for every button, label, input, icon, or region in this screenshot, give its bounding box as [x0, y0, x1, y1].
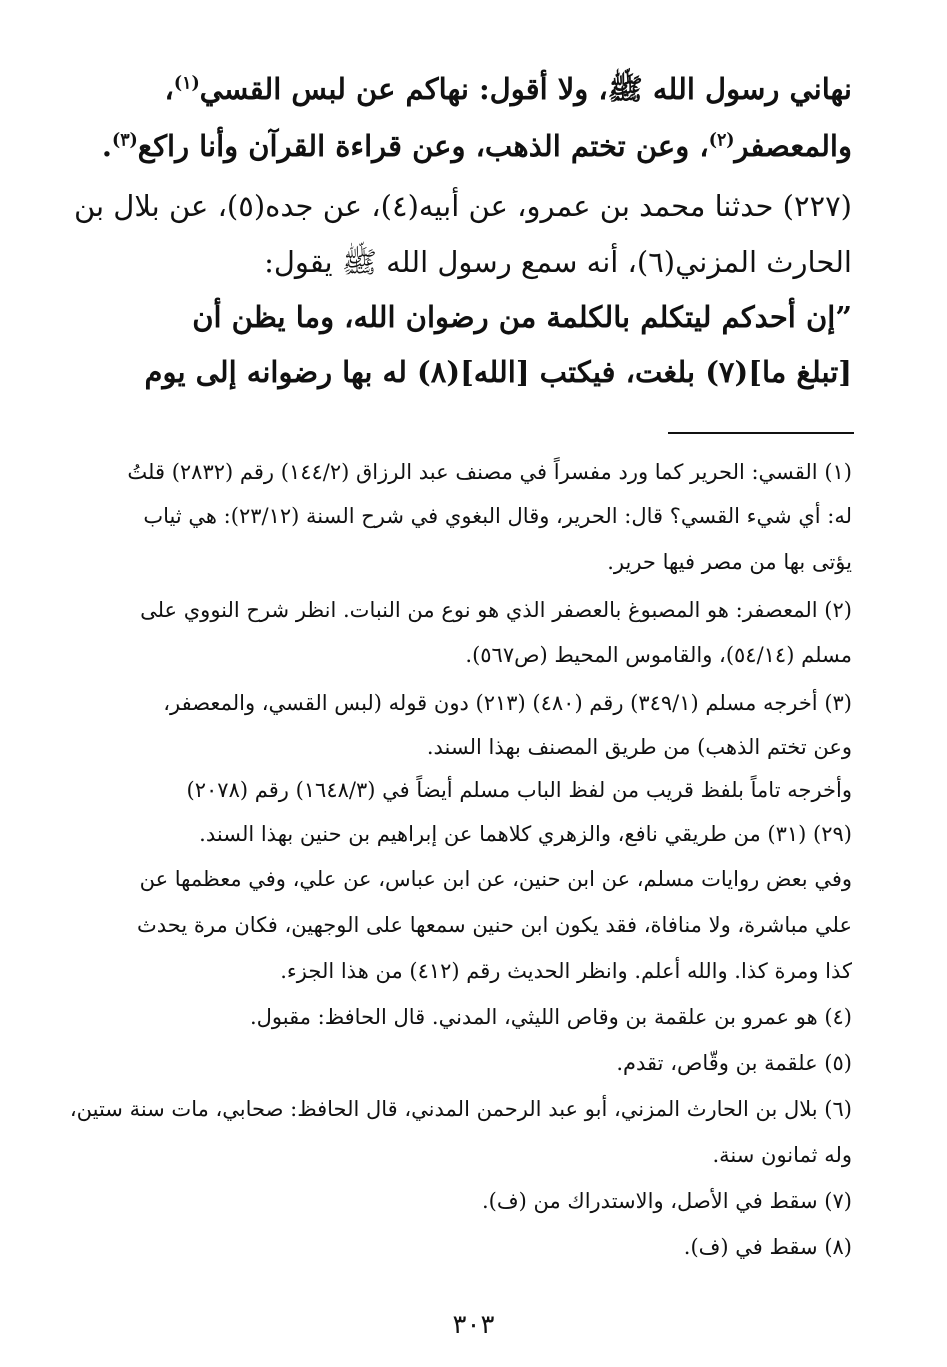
main-text-line-3: (٢٢٧) حدثنا محمد بن عمرو، عن أبيه(٤)، عن جده(٥)، عن بلال بن: [73, 189, 852, 223]
main-text-line-6: [تبلغ ما](٧) بلغت، فيكتب [الله](٨) له بها رضوانه إلى يوم: [144, 355, 852, 389]
footnote-line: (٥) علقمة بن وقّاص، تقدم.: [616, 1051, 852, 1075]
main-text-line-1: [92, 60, 852, 118]
footnote-line: كذا ومرة كذا. والله أعلم. وانظر الحديث رقم (٤١٢) من هذا الجزء.: [280, 959, 852, 983]
footnote-line: علي مباشرة، ولا منافاة، فقد يكون ابن حنين سمعها على الوجهين، فكان مرة يحدث: [137, 913, 852, 937]
footnote-separator: [668, 432, 854, 434]
footnote-line: (٨) سقط في (ف).: [683, 1235, 852, 1259]
footnote-ref: (١): [173, 73, 200, 94]
footnote-line: مسلم (٥٤/١٤)، والقاموس المحيط (ص٥٦٧).: [465, 643, 852, 667]
footnote-line: وفي بعض روايات مسلم، عن ابن حنين، عن ابن عباس، عن علي، وفي معظمها عن: [139, 867, 852, 891]
main-text-span: ،: [164, 72, 174, 106]
main-text-span: نهاني رسول الله ﷺ، ولا أقول: نهاكم عن لبس القسي: [199, 72, 852, 106]
page-number: ٣٠٣: [452, 1310, 495, 1340]
footnote-line: وأخرجه تاماً بلفظ قريب من لفظ الباب مسلم أيضاً في (١٦٤٨/٣) رقم (٢٠٧٨): [186, 778, 852, 802]
footnote-line: (٢) المعصفر: هو المصبوغ بالعصفر الذي هو نوع من النبات. انظر شرح النووي على: [140, 598, 852, 622]
main-text-line-4: الحارث المزني(٦)، أنه سمع رسول الله ﷺ يقول:: [264, 245, 852, 279]
footnote-line: وعن تختم الذهب) من طريق المصنف بهذا السند.: [426, 735, 852, 759]
main-text-span: والمعصفر: [734, 129, 852, 163]
footnote-line: (٣) أخرجه مسلم (٣٤٩/١) رقم (٤٨٠) (٢١٣) دون قوله (لبس القسي، والمعصفر،: [163, 691, 852, 715]
footnote-ref: (٢): [708, 130, 735, 151]
footnote-line: يؤتى بها من مصر فيها حرير.: [607, 550, 852, 574]
main-text-span: ، وعن تختم الذهب، وعن قراءة القرآن وأنا راكع: [137, 129, 709, 163]
main-text-line-2: [92, 117, 852, 175]
footnote-line: (٦) بلال بن الحارث المزني، أبو عبد الرحمن المدني، قال الحافظ: صحابي، مات سنة ستين،: [69, 1097, 852, 1121]
footnote-line: (٢٩) (٣١) من طريقي نافع، والزهري كلاهما عن إبراهيم بن حنين بهذا السند.: [199, 822, 852, 846]
footnote-line: له: أي شيء القسي؟ قال: الحرير، وقال البغوي في شرح السنة (٢٣/١٢): هي ثياب: [143, 504, 852, 528]
footnote-line: (٤) هو عمرو بن علقمة بن وقاص الليثي، المدني. قال الحافظ: مقبول.: [249, 1005, 852, 1029]
main-text-line-5: ”إن أحدكم ليتكلم بالكلمة من رضوان الله، وما يظن أن: [192, 300, 852, 334]
footnote-line: (١) القسي: الحرير كما ورد مفسراً في مصنف عبد الرزاق (١٤٤/٢) رقم (٢٨٣٢) قلتُ: [127, 460, 852, 484]
footnote-line: وله ثمانون سنة.: [712, 1143, 852, 1167]
footnote-line: (٧) سقط في الأصل، والاستدراك من (ف).: [481, 1189, 852, 1213]
main-text-span: .: [101, 129, 112, 163]
footnote-ref: (٣): [111, 130, 138, 151]
